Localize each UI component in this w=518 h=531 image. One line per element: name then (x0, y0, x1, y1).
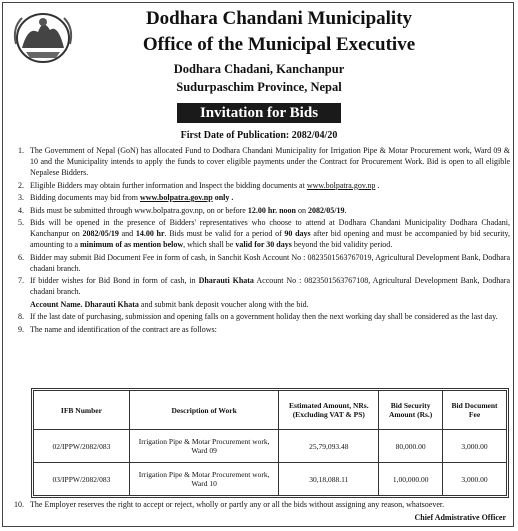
list-item: 8. If the last date of purchasing, submission and opening falls on a government holiday then the next working day shall be considered as the last day. (18, 312, 498, 321)
table-row: 03/IPPW/2082/083 Irrigation Pipe & Motar Procurement work, Ward 10 30,18,088.11 1,00,000.00 3,000.00 (34, 463, 507, 496)
list-item: 4. Bids must be submitted through www.bolpatra.gov.np, on or before 12.00 hr. noon on 2082/05/19. (18, 205, 347, 215)
col-description: Description of Work (129, 391, 279, 430)
notice-banner: Invitation for Bids (177, 103, 341, 123)
office-title: Office of the Municipal Executive (142, 34, 416, 55)
publication-date: First Date of Publication: 2082/04/20 (180, 130, 338, 141)
list-item: 5. Bids will be opened in the presence of Bidders' representatives who choose to attend at Dodhara Chandani Municipality Dodhara Chadani, Kanchanpur on 2082/05/19 and 14.00 hr. Bids must be valid for a period of 90 days after bid opening and must be accompanied by bid security, amounting to a minimum of as mention below, which shall be valid for 30 days beyond the bid validity period. (18, 218, 511, 249)
notice-list (12, 145, 510, 336)
bolpatra-link[interactable]: www.bolpatra.gov.np (140, 193, 213, 202)
account-name-line: Account Name. Dharauti Khata and submit bank deposit voucher along with the bid. (30, 299, 309, 309)
col-ifb-number: IFB Number (34, 391, 130, 430)
signature-title: Chief Admistrative Officer (414, 513, 506, 522)
col-bid-security: Bid Security Amount (Rs.) (379, 391, 443, 430)
list-item: 3. Bidding documents may bid from www.bolpatra.gov.np only . (18, 193, 234, 202)
list-item: 7. If bidder wishes for Bid Bond in form of cash, in Dharauti Khata Account No : 0823501563767108, Agricultural Development Bank, Dodhara chadani branch. (18, 276, 511, 296)
list-item: 6. Bidder may submit Bid Document Fee in form of cash, in Sanchit Kosh Account No : 0823501563767019, Agricultural Development Bank, Dodhara chadani branch. (18, 252, 510, 273)
list-item: 2. Eligible Bidders may obtain further information and Inspect the bidding documents at www.bolpatra.gov.np . (18, 180, 380, 190)
list-item: 10. The Employer reserves the right to accept or reject, wholly or partly any or all the bids without assigning any reason, whatsoever. (14, 500, 445, 509)
municipality-title: Dodhara Chandani Municipality (145, 8, 413, 29)
col-bid-fee: Bid Document Fee (443, 391, 507, 430)
table-header-row (34, 391, 507, 430)
col-estimated-amount: Estimated Amount, NRs. (Excluding VAT & PS) (279, 391, 379, 430)
list-item: 1. The Government of Nepal (GoN) has allocated Fund to Dodhara Chandani Municipality for Irrigation Pipe & Motar Procurement work, Ward 09 & 10 and the Municipality intends to apply the funds to cover eligible payments under the Contract for Procurement Work. Bid is open to all eligible Nepalese Bidders. (18, 146, 510, 177)
list-item: 9. The name and identification of the contract are as follows: (18, 324, 217, 334)
bolpatra-link[interactable]: www.bolpatra.gov.np (306, 180, 376, 190)
contract-table (33, 390, 507, 496)
address-line-2: Sudurpaschim Province, Nepal (176, 80, 342, 94)
address-line-1: Dodhara Chadani, Kanchanpur (173, 62, 345, 76)
table-row: 02/IPPW/2082/083 Irrigation Pipe & Motar Procurement work, Ward 09 25,79,093.48 80,000.00 3,000.00 (34, 430, 507, 463)
